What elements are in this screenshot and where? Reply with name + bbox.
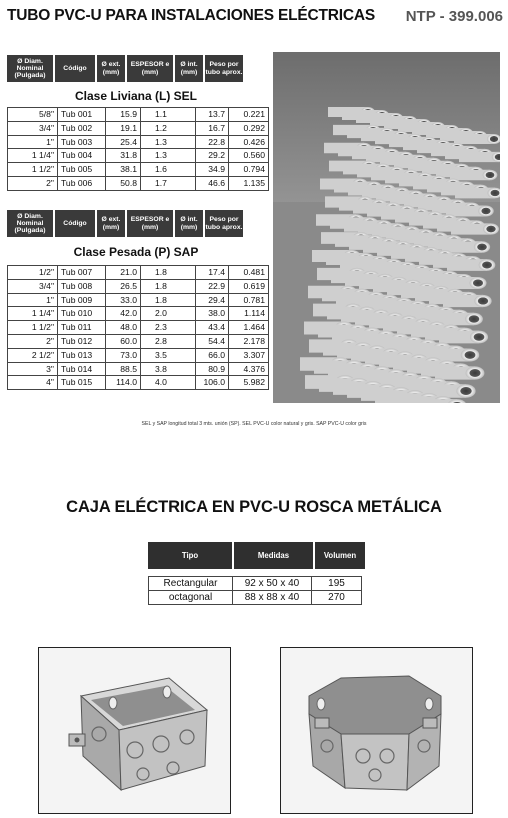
caja-header-medidas: Medidas	[234, 542, 313, 569]
cell-espesor: 4.0	[141, 376, 196, 390]
cell-espesor: 1.6	[141, 163, 196, 177]
cell-peso: 0.292	[229, 121, 269, 135]
cell-peso: 0.560	[229, 149, 269, 163]
table-row	[149, 591, 362, 605]
cell-peso: 0.781	[229, 293, 269, 307]
header-codigo: Código	[55, 210, 95, 237]
cell-codigo: Tub 002	[58, 121, 106, 135]
table-row	[8, 376, 269, 390]
cell-codigo: Tub 009	[58, 293, 106, 307]
cell-codigo: Tub 008	[58, 279, 106, 293]
cell-espesor: 3.5	[141, 348, 196, 362]
pipe-end	[483, 223, 499, 234]
cell-espesor: 1.3	[141, 135, 196, 149]
cell-int: 29.4	[196, 293, 229, 307]
pesada-title: Clase Pesada (P) SAP	[73, 245, 199, 259]
cell-nominal: 5/8"	[8, 108, 58, 122]
cell-ext: 114.0	[106, 376, 141, 390]
header-nominal: Ø Diam. Nominal (Pulgada)	[7, 55, 53, 82]
cell-nominal: 3/4"	[8, 279, 58, 293]
cell-nominal: 2 1/2"	[8, 348, 58, 362]
cell-espesor: 1.1	[141, 108, 196, 122]
table-row	[149, 577, 362, 591]
pipe-end	[461, 349, 480, 362]
octagonal-box-frame	[280, 647, 473, 814]
cell-espesor: 2.3	[141, 321, 196, 335]
cell-nominal: 1 1/2"	[8, 163, 58, 177]
cell-ext: 50.8	[106, 176, 141, 190]
cell-nominal: 1 1/4"	[8, 149, 58, 163]
cell-ext: 60.0	[106, 334, 141, 348]
cell-espesor: 1.7	[141, 176, 196, 190]
cell-nominal: 1 1/4"	[8, 307, 58, 321]
table-row	[8, 176, 269, 190]
cell-int: 80.9	[196, 362, 229, 376]
cell-ext: 73.0	[106, 348, 141, 362]
cell-medidas: 92 x 50 x 40	[233, 577, 312, 591]
cell-codigo: Tub 013	[58, 348, 106, 362]
cell-peso: 1.464	[229, 321, 269, 335]
cell-codigo: Tub 005	[58, 163, 106, 177]
header-int: Ø int. (mm)	[175, 55, 203, 82]
cell-nominal: 1"	[8, 293, 58, 307]
cell-ext: 15.9	[106, 108, 141, 122]
cell-volumen: 195	[312, 577, 362, 591]
table-row	[8, 279, 269, 293]
cell-ext: 48.0	[106, 321, 141, 335]
cell-nominal: 3"	[8, 362, 58, 376]
caja-title: CAJA ELÉCTRICA EN PVC-U ROSCA METÁLICA	[66, 498, 442, 516]
cell-codigo: Tub 012	[58, 334, 106, 348]
cell-espesor: 3.8	[141, 362, 196, 376]
cell-espesor: 1.8	[141, 279, 196, 293]
cell-ext: 38.1	[106, 163, 141, 177]
header-peso: Peso por tubo aprox.	[205, 55, 243, 82]
cell-int: 66.0	[196, 348, 229, 362]
cell-int: 16.7	[196, 121, 229, 135]
table-row	[8, 135, 269, 149]
cell-peso: 2.178	[229, 334, 269, 348]
cell-int: 22.8	[196, 135, 229, 149]
cell-int: 43.4	[196, 321, 229, 335]
pipe-end	[483, 170, 498, 181]
page-header	[7, 5, 503, 27]
caja-table	[148, 576, 362, 605]
cell-espesor: 1.8	[141, 293, 196, 307]
cell-ext: 33.0	[106, 293, 141, 307]
caja-header-volumen: Volumen	[315, 542, 365, 569]
pipe-end	[470, 277, 487, 289]
cell-ext: 21.0	[106, 266, 141, 280]
cell-codigo: Tub 011	[58, 321, 106, 335]
table-row	[8, 266, 269, 280]
footnote: SEL y SAP longitud total 3 mts. unión (SP). SEL PVC-U color natural y gris. SAP PVC-U color gris	[141, 421, 367, 427]
cell-nominal: 2"	[8, 176, 58, 190]
cell-espesor: 2.8	[141, 334, 196, 348]
cell-peso: 5.982	[229, 376, 269, 390]
header-espesor: ESPESOR e (mm)	[127, 210, 173, 237]
liviana-table	[7, 107, 269, 191]
pvc-pipes-photo	[273, 52, 500, 403]
cell-peso: 0.794	[229, 163, 269, 177]
cell-ext: 31.8	[106, 149, 141, 163]
table-row	[8, 321, 269, 335]
table-row	[8, 307, 269, 321]
cell-peso: 0.619	[229, 279, 269, 293]
cell-espesor: 1.2	[141, 121, 196, 135]
cell-tipo: octagonal	[149, 591, 233, 605]
cell-int: 34.9	[196, 163, 229, 177]
pipe-end	[465, 313, 483, 326]
liviana-header-bar	[7, 55, 243, 82]
cell-nominal: 4"	[8, 376, 58, 390]
cell-nominal: 3/4"	[8, 121, 58, 135]
cell-ext: 88.5	[106, 362, 141, 376]
cell-int: 54.4	[196, 334, 229, 348]
header-codigo: Código	[55, 55, 95, 82]
cell-peso: 0.481	[229, 266, 269, 280]
liviana-title: Clase Liviana (L) SEL	[74, 89, 198, 103]
caja-header-tipo: Tipo	[148, 542, 232, 569]
pipe-end	[478, 206, 494, 217]
cell-peso: 0.426	[229, 135, 269, 149]
header-peso: Peso por tubo aprox.	[205, 210, 243, 237]
pesada-header-bar	[7, 210, 243, 237]
table-row	[8, 334, 269, 348]
table-row	[8, 121, 269, 135]
header-ext: Ø ext. (mm)	[97, 55, 125, 82]
cell-codigo: Tub 014	[58, 362, 106, 376]
pipe-end	[456, 384, 475, 398]
table-row	[8, 362, 269, 376]
cell-ext: 42.0	[106, 307, 141, 321]
cell-peso: 3.307	[229, 348, 269, 362]
cell-codigo: Tub 003	[58, 135, 106, 149]
cell-peso: 1.114	[229, 307, 269, 321]
pipe-end	[466, 366, 485, 379]
cell-espesor: 1.8	[141, 266, 196, 280]
cell-volumen: 270	[312, 591, 362, 605]
table-row	[8, 293, 269, 307]
norm-code: NTP - 399.006	[405, 7, 503, 25]
header-espesor: ESPESOR e (mm)	[127, 55, 173, 82]
cell-codigo: Tub 007	[58, 266, 106, 280]
cell-espesor: 2.0	[141, 307, 196, 321]
cell-int: 46.6	[196, 176, 229, 190]
cell-codigo: Tub 004	[58, 149, 106, 163]
cell-int: 13.7	[196, 108, 229, 122]
rectangular-box-frame	[38, 647, 231, 814]
rectangular-box-image	[39, 648, 230, 813]
cell-int: 38.0	[196, 307, 229, 321]
table-row	[8, 348, 269, 362]
octagonal-box-image	[281, 648, 472, 813]
pipe-end	[470, 331, 488, 344]
pesada-table	[7, 265, 269, 390]
table-row	[8, 163, 269, 177]
cell-nominal: 2"	[8, 334, 58, 348]
header-ext: Ø ext. (mm)	[97, 210, 125, 237]
table-row	[8, 108, 269, 122]
cell-ext: 26.5	[106, 279, 141, 293]
table-row	[8, 149, 269, 163]
cell-codigo: Tub 010	[58, 307, 106, 321]
caja-header-bar	[148, 542, 365, 569]
cell-codigo: Tub 006	[58, 176, 106, 190]
cell-peso: 4.376	[229, 362, 269, 376]
cell-codigo: Tub 015	[58, 376, 106, 390]
header-int: Ø int. (mm)	[175, 210, 203, 237]
cell-espesor: 1.3	[141, 149, 196, 163]
cell-int: 22.9	[196, 279, 229, 293]
cell-nominal: 1"	[8, 135, 58, 149]
cell-int: 29.2	[196, 149, 229, 163]
pipe-end	[474, 295, 491, 307]
cell-ext: 19.1	[106, 121, 141, 135]
cell-peso: 1.135	[229, 176, 269, 190]
pipe-end	[479, 259, 496, 271]
cell-nominal: 1 1/2"	[8, 321, 58, 335]
cell-medidas: 88 x 88 x 40	[233, 591, 312, 605]
cell-int: 17.4	[196, 266, 229, 280]
header-nominal: Ø Diam. Nominal (Pulgada)	[7, 210, 53, 237]
cell-ext: 25.4	[106, 135, 141, 149]
cell-codigo: Tub 001	[58, 108, 106, 122]
cell-int: 106.0	[196, 376, 229, 390]
page-title: TUBO PVC-U PARA INSTALACIONES ELÉCTRICAS	[7, 7, 376, 24]
cell-tipo: Rectangular	[149, 577, 233, 591]
cell-nominal: 1/2"	[8, 266, 58, 280]
cell-peso: 0.221	[229, 108, 269, 122]
pipe-end	[474, 241, 490, 253]
